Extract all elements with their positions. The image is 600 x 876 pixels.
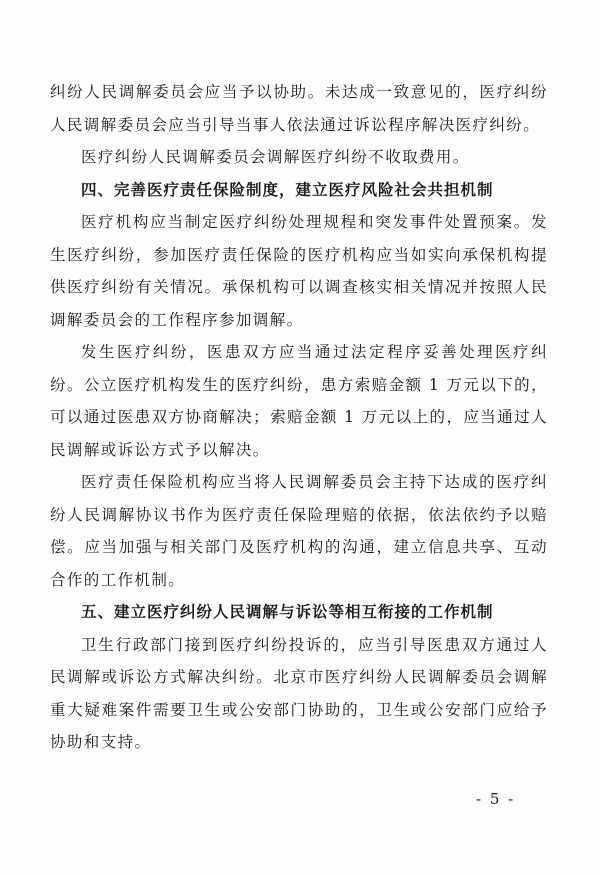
paragraph-mediation-assist: 纠纷人民调解委员会应当予以协助。未达成一致意见的，医疗纠纷人民调解委员会应当引导当事人依法通过诉讼程序解决医疗纠纷。	[50, 83, 548, 134]
document-body	[50, 76, 548, 759]
paragraph-dispute-handling: 发生医疗纠纷，医患双方应当通过法定程序妥善处理医疗纠纷。公立医疗机构发生的医疗纠纷，患方索赔金额 1 万元以下的，可以通过医患双方协商解决；索赔金额 1 万元以上的，应当通过人民调解或诉讼方式予以解决。	[50, 343, 548, 459]
paragraph-health-department: 卫生行政部门接到医疗纠纷投诉的，应当引导医患双方通过人民调解或诉讼方式解决纠纷。北京市医疗纠纷人民调解委员会调解重大疑难案件需要卫生或公安部门协助的，卫生或公安部门应给予协助和支持。	[50, 635, 548, 751]
paragraph-insurance-compensation: 医疗责任保险机构应当将人民调解委员会主持下达成的医疗纠纷人民调解协议书作为医疗责任保险理赔的依据，依法依约予以赔偿。应当加强与相关部门及医疗机构的沟通，建立信息共享、互动合作的工作机制。	[50, 473, 548, 589]
paragraph-no-fee: 医疗纠纷人民调解委员会调解医疗纠纷不收取费用。	[81, 148, 470, 166]
paragraph-insurance-procedure: 医疗机构应当制定医疗纠纷处理规程和突发事件处置预案。发生医疗纠纷，参加医疗责任保险的医疗机构应当如实向承保机构提供医疗纠纷有关情况。承保机构可以调查核实相关情况并按照人民调解委员会的工作程序参加调解。	[50, 213, 548, 329]
section-heading-four: 四、完善医疗责任保险制度，建立医疗风险社会共担机制	[81, 180, 494, 199]
section-heading-five: 五、建立医疗纠纷人民调解与诉讼等相互衔接的工作机制	[81, 603, 494, 621]
page-number: - 5 -	[476, 790, 516, 808]
